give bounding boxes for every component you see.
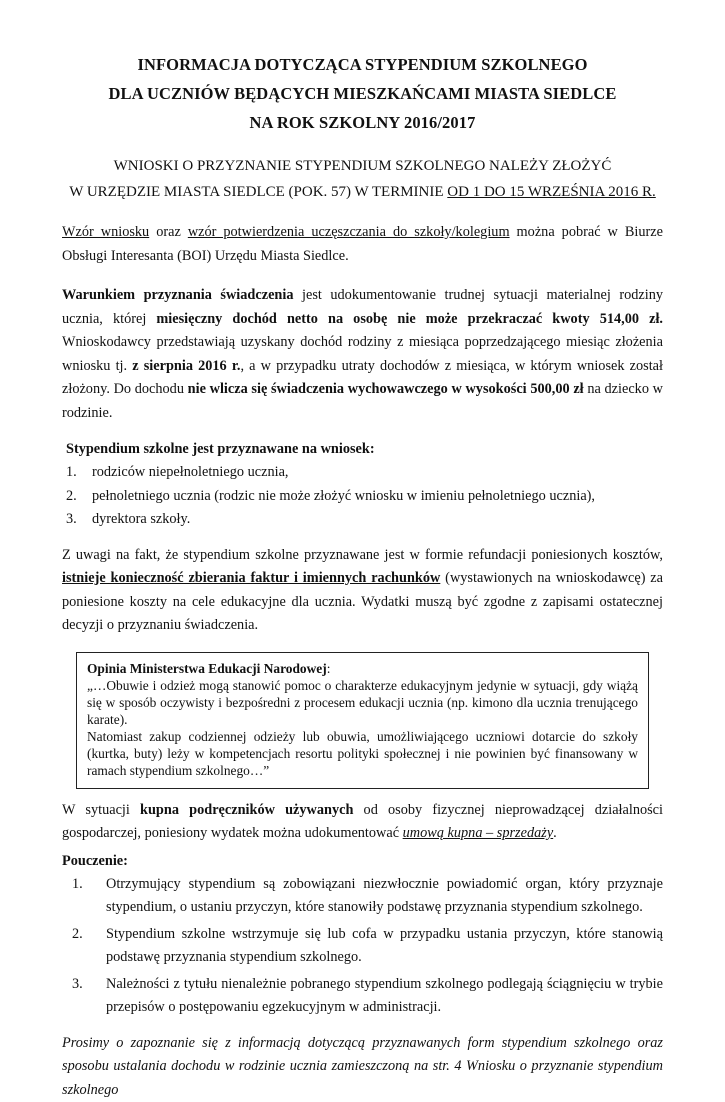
conditions-text-2: Wnioskodawcy przedstawiają uzyskany dochód rodziny z miesiąca poprzedzającego miesiąc złożenia wniosku tj. xyxy=(62,334,663,374)
list-item xyxy=(66,508,663,532)
list-item-number: 1. xyxy=(66,461,77,485)
sales-contract: umową kupna – sprzedaży xyxy=(403,825,554,841)
list-item-number: 1. xyxy=(72,873,83,897)
title-line-3: NA ROK SZKOLNY 2016/2017 xyxy=(62,108,663,137)
list-item-text: dyrektora szkoły. xyxy=(92,511,190,527)
list-item xyxy=(72,973,663,1020)
document-title xyxy=(62,50,663,137)
title-line-1: INFORMACJA DOTYCZĄCA STYPENDIUM SZKOLNEGO xyxy=(62,50,663,79)
list-item xyxy=(72,923,663,970)
submission-notice xyxy=(62,153,663,205)
used-books-paragraph xyxy=(62,799,663,846)
conditions-text-1: jest udokumentowanie trudnej sytuacji materialnej rodziny ucznia, której xyxy=(62,287,663,327)
list-item xyxy=(72,873,663,920)
used-books-text-2: od osoby fizycznej nieprowadzącej działalności gospodarczej, poniesiony wydatek można udokumentować xyxy=(62,802,663,842)
list-item-number: 3. xyxy=(66,508,77,532)
income-month: z sierpnia 2016 r. xyxy=(132,358,240,374)
ministry-opinion-para-2: Natomiast zakup codziennej odzieży lub obuwia, umożliwiającego uczniowi dotarcie do szkoły (kurtka, buty) leży w kompetencjach resortu polityki społecznej i nie powinien być finansowany w ramach stypendium szkolnego…” xyxy=(87,728,638,779)
list-item-number: 3. xyxy=(72,973,83,997)
list-item-text: rodziców niepełnoletniego ucznia, xyxy=(92,464,289,480)
conditions-bold-1: Warunkiem przyznania świadczenia xyxy=(62,287,294,303)
conditions-text-4: na dziecko w rodzinie. xyxy=(62,381,663,421)
list-item-number: 2. xyxy=(66,485,77,509)
attendance-template-reference: wzór potwierdzenia uczęszczania do szkoły/kolegium xyxy=(188,224,510,240)
applicants-list-title: Stypendium szkolne jest przyznawane na wniosek: xyxy=(66,438,663,461)
list-item-text: pełnoletniego ucznia (rodzic nie może złożyć wniosku w imieniu pełnoletniego ucznia), xyxy=(92,488,595,504)
forms-text-1: oraz xyxy=(149,224,188,240)
ministry-opinion-heading xyxy=(87,660,638,677)
ministry-opinion-title: Opinia Ministerstwa Edukacji Narodowej xyxy=(87,661,327,676)
conditions-text-3: , a w przypadku utraty dochodów z miesiąca, w którym wniosek został złożony. Do dochodu xyxy=(62,358,663,398)
ministry-opinion-colon: : xyxy=(327,661,331,676)
applicants-list xyxy=(62,461,663,532)
ministry-opinion-para-1: „…Obuwie i odzież mogą stanowić pomoc o charakterze edukacyjnym jedynie w sytuacji, gdy wiążą się w sposób oczywisty i bezpośredni z procesem edukacji ucznia (np. kimono dla ucznia trenującego karate). xyxy=(87,677,638,728)
instruction-list xyxy=(62,873,663,1020)
submission-line-1: WNIOSKI O PRZYZNANIE STYPENDIUM SZKOLNEGO NALEŻY ZŁOŻYĆ xyxy=(62,153,663,179)
list-item-text: Stypendium szkolne wstrzymuje się lub cofa w przypadku ustania przyczyn, które stanowią podstawę przyznania stypendium szkolnego. xyxy=(106,926,663,966)
income-limit: miesięczny dochód netto na osobę nie może przekraczać kwoty 514,00 zł. xyxy=(156,311,663,327)
refund-paragraph xyxy=(62,544,663,638)
conditions-paragraph xyxy=(62,284,663,425)
excluded-benefit: nie wlicza się świadczenia wychowawczego w wysokości 500,00 zł xyxy=(188,381,584,397)
list-item xyxy=(66,485,663,509)
used-books-text-3: . xyxy=(553,825,557,841)
submission-date-range: OD 1 DO 15 WRZEŚNIA 2016 R. xyxy=(447,184,655,200)
form-template-reference: Wzór wniosku xyxy=(62,224,149,240)
used-books-text-1: W sytuacji xyxy=(62,802,140,818)
refund-text-2: (wystawionych na wnioskodawcę) za poniesione koszty na cele edukacyjne dla ucznia. Wydatki muszą być zgodne z zapisami ostatecznej decyzji o przyznaniu świadczenia. xyxy=(62,570,663,633)
submission-line-2 xyxy=(62,179,663,205)
submission-place: W URZĘDZIE MIASTA SIEDLCE (POK. 57) W TERMINIE xyxy=(69,184,447,200)
title-line-2: DLA UCZNIÓW BĘDĄCYCH MIESZKAŃCAMI MIASTA SIEDLCE xyxy=(62,79,663,108)
instruction-title: Pouczenie: xyxy=(62,850,663,873)
list-item-number: 2. xyxy=(72,923,83,947)
forms-text-2: można pobrać w Biurze Obsługi Interesanta (BOI) Urzędu Miasta Siedlce. xyxy=(62,224,663,264)
footer-note: Prosimy o zapoznanie się z informacją dotyczącą przyznawanych form stypendium szkolnego oraz sposobu ustalania dochodu w rodzinie ucznia zamieszczoną na str. 4 Wniosku o przyznanie stypendium szkolnego xyxy=(62,1032,663,1102)
refund-text-1: Z uwagi na fakt, że stypendium szkolne przyznawane jest w formie refundacji poniesionych kosztów, xyxy=(62,547,663,563)
used-books-bold: kupna podręczników używanych xyxy=(140,802,353,818)
list-item-text: Należności z tytułu nienależnie pobranego stypendium szkolnego podlegają ściągnięciu w trybie przepisów o postępowaniu egzekucyjnym w administracji. xyxy=(106,976,663,1016)
forms-paragraph xyxy=(62,221,663,268)
list-item-text: Otrzymujący stypendium są zobowiązani niezwłocznie powiadomić organ, który przyznaje stypendium, o ustaniu przyczyn, które stanowiły podstawę przyznania stypendium szkolnego. xyxy=(106,876,663,916)
invoices-requirement: istnieje konieczność zbierania faktur i imiennych rachunków xyxy=(62,570,440,586)
list-item xyxy=(66,461,663,485)
ministry-opinion-box xyxy=(76,652,649,789)
